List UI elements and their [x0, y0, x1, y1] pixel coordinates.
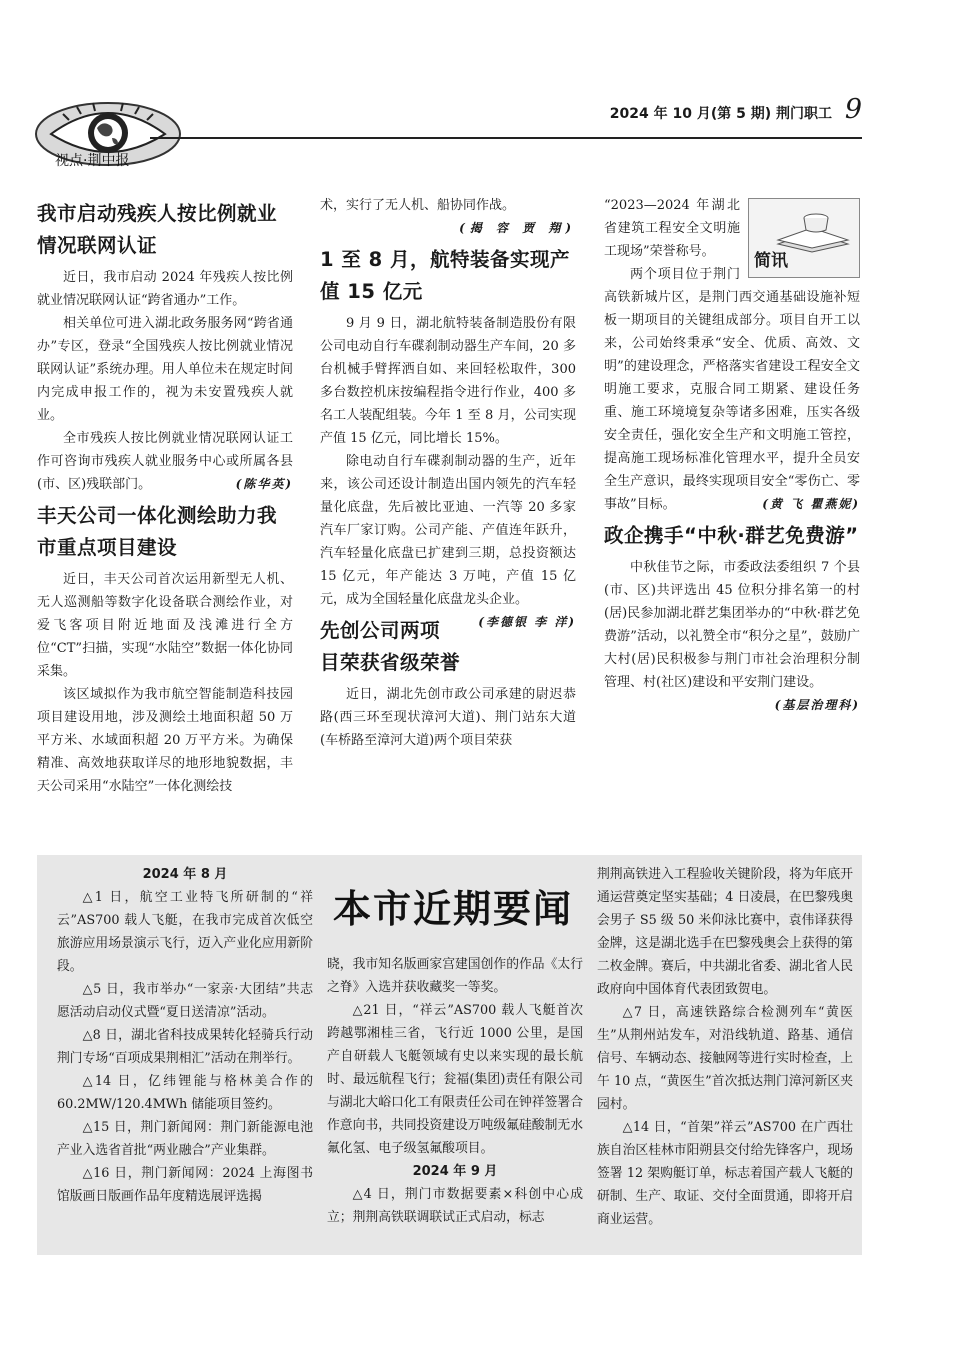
header-rule — [150, 137, 862, 139]
column-3 — [604, 194, 860, 717]
article-title: 我市启动残疾人按比例就业情况联网认证 — [37, 202, 278, 257]
book-cup-icon — [772, 204, 852, 254]
news-item: △4 日，荆门市数据要素×科创中心成立；荆荆高铁联调联试正式启动，标志 — [327, 1187, 583, 1225]
section-logo-label: 视点·荆中报 — [55, 153, 130, 169]
article-byline: (揭 容 贾 翔) — [459, 221, 576, 235]
news-item: △14 日，亿纬锂能与格林美合作的 60.2MW/120.4MWh 储能项目签约。 — [57, 1074, 313, 1112]
issue-info: 2024 年 10 月(第 5 期) 荆门职工 — [609, 106, 832, 122]
article-title: 1 至 8 月，航特装备实现产值 15 亿元 — [320, 248, 571, 303]
article-paragraph: 近日，我市启动 2024 年残疾人按比例就业情况联网认证“跨省通办”工作。 — [37, 270, 293, 308]
news-item-continuation: 荆荆高铁进入工程验收关键阶段，将为年底开通运营奠定坚实基础；4 日凌晨，在巴黎残奥会男子 S5 级 50 米仰泳比赛中，袁伟译获得金牌，这是湖北选手在巴黎残奥会上获得的第二枚金牌。赛后，中共湖北省委、湖北省人民政府向中国体育代表团致贺电。 — [597, 867, 853, 997]
article-paragraph — [37, 427, 293, 496]
article-text: 中秋佳节之际，市委政法委组织 7 个县(市、区)共评选出 45 位积分排名第一的村(居)民参加湖北群艺集团举办的“中秋·群艺免费游”活动，以礼赞全市“积分之星”，鼓励广大村(居)民积极参与荆门市社会治理积分制管理、村(社区)建设和平安荆门建设。 — [604, 560, 860, 690]
article-paragraph: 该区域拟作为我市航空智能制造科技园项目建设用地，涉及测绘土地面积超 50 万平方米、水域面积超 20 万平方米。为确保精准、高效地获取详尽的地形地貌数据，丰天公司采用“水陆空”一体化测绘技 — [37, 687, 293, 794]
recent-news-box — [37, 855, 862, 1255]
news-column-left — [57, 863, 313, 1208]
news-item: △21 日，“祥云”AS700 载人飞艇首次跨越鄂湘桂三省，飞行近 1000 公里，是国产自研载人飞艇领域有史以来实现的最长航时、最远航程飞行；瓮福(集团)责任有限公司与湖北大峪口化工有限责任公司在钟祥签署合作意向书，共同投资建设万吨级氟硅酸制无水氟化氢、电子级氢氟酸项目。 — [327, 1003, 583, 1156]
article-paragraph: 近日，丰天公司首次运用新型无人机、无人巡测船等数字化设备联合测绘作业，对爱飞客项目附近地面及浅滩进行全方位“CT”扫描，实现“水陆空”数据一体化协同采集。 — [37, 572, 293, 679]
news-item: △15 日，荆门新闻网：荆门新能源电池产业入选省首批“两业融合”产业集群。 — [57, 1120, 313, 1158]
news-date-heading: 2024 年 9 月 — [412, 1164, 498, 1179]
article-continuation: 术，实行了无人机、船协同作战。 — [320, 198, 516, 213]
article-title: 政企携手“中秋·群艺免费游” — [604, 524, 859, 547]
article-text: 两个项目位于荆门高铁新城片区，是荆门西交通基础设施补短板一期项目的关键组成部分。项目自开工以来，公司始终秉承“安全、优质、高效、文明”的建设理念，严格落实省建设工程安全文明施工要求，克服合同工期紧、建设任务重、施工环境境复杂等诸多困难，压实各级安全责任，强化安全生产和文明施工管控，提高施工现场标准化管理水平，提升全员安全生产意识，最终实现项目安全“零伤亡、零事故”目标。 — [604, 267, 860, 512]
article-paragraph: 相关单位可进入湖北政务服务网“跨省通办”专区，登录“全国残疾人按比例就业情况联网认证”系统办理。用人单位未在规定时间内完成申报工作的，视为未安置残疾人就业。 — [37, 316, 293, 423]
article-byline: (基层治理科) — [774, 698, 860, 712]
news-box-title: 本市近期要闻 — [332, 887, 573, 931]
article-title: 丰天公司一体化测绘助力我市重点项目建设 — [37, 504, 278, 559]
article-paragraph: 近日，湖北先创市政公司承建的尉迟恭路(西三环至现状漳河大道)、荆门站东大道(车桥路至漳河大道)两个项目荣获 — [320, 687, 576, 748]
page-number: 9 — [844, 94, 862, 125]
news-item: △1 日，航空工业特飞所研制的“祥云”AS700 载人飞艇，在我市完成首次低空旅游应用场景演示飞行，迈入产业化应用新阶段。 — [57, 890, 313, 974]
brief-label: 简讯 — [754, 251, 788, 271]
article-paragraph: 9 月 9 日，湖北航特装备制造股份有限公司电动自行车碟刹制动器生产车间，20 多台机械手臂挥洒自如、来回轻松取件，300 多台数控机床按编程指令进行作业，400 多名工人装配组装。今年 1 至 8 月，公司实现产值 15 亿元，同比增长 15%。 — [320, 316, 576, 446]
article-paragraph — [604, 556, 860, 712]
news-item: △16 日，荆门新闻网：2024 上海图书馆版画日版画作品年度精选展评选揭 — [57, 1166, 313, 1204]
news-item: △7 日，高速铁路综合检测列车“黄医生”从荆州站发车，对沿线轨道、路基、通信信号、车辆动态、接触网等进行实时检查，上午 10 点，“黄医生”首次抵达荆门漳河新区夹园村。 — [597, 1005, 853, 1112]
article-text: 全市残疾人按比例就业情况联网认证工作可咨询市残疾人就业服务中心或所属各县(市、区)残联部门。 — [37, 431, 293, 492]
article-byline: (黄 飞 瞿燕妮) — [762, 497, 860, 511]
article-byline: (陈华英) — [235, 477, 293, 491]
article-title: 先创公司两项目荣获省级荣誉 — [320, 619, 461, 674]
news-item: △5 日，我市举办“一家亲·大团结”共志愿活动启动仪式暨“夏日送清凉”活动。 — [57, 982, 313, 1020]
news-item-continuation: 晓，我市知名版画家宫建国创作的作品《太行之脊》入选并获收藏奖一等奖。 — [327, 957, 583, 995]
news-column-right — [597, 863, 853, 1231]
brief-box — [748, 198, 860, 278]
news-item: △8 日，湖北省科技成果转化轻骑兵行动荆门专场“百项成果荆相汇”活动在荆举行。 — [57, 1028, 313, 1066]
news-item: △14 日，“首架”祥云”AS700 在广西壮族自治区桂林市阳朔县交付给先锋客户，现场签署 12 架购艇订单，标志着国产载人飞艇的研制、生产、取证、交付全面贯通，即将开启商业运营。 — [597, 1120, 853, 1227]
news-column-middle — [327, 953, 583, 1229]
article-paragraph — [604, 263, 860, 516]
article-continuation: “2023—2024 年湖北省建筑工程安全文明施工现场”荣誉称号。 — [604, 198, 740, 259]
column-1 — [37, 194, 293, 798]
article-byline: (李德银 李 洋) — [478, 615, 576, 629]
article-paragraph — [320, 450, 576, 629]
article-text: 除电动自行车碟刹制动器的生产，近年来，该公司还设计制造出国内领先的汽车轻量化底盘，先后被比亚迪、一汽等 20 多家汽车厂家订购。公司产能、产值连年跃升，汽车轻量化底盘已扩建到三期，总投资额达 15 亿元，年产能达 3 万吨，产值 15 亿元，成为全国轻量化底盘龙头企业。 — [320, 454, 576, 607]
news-date-heading: 2024 年 8 月 — [142, 867, 228, 882]
column-2 — [320, 194, 576, 752]
